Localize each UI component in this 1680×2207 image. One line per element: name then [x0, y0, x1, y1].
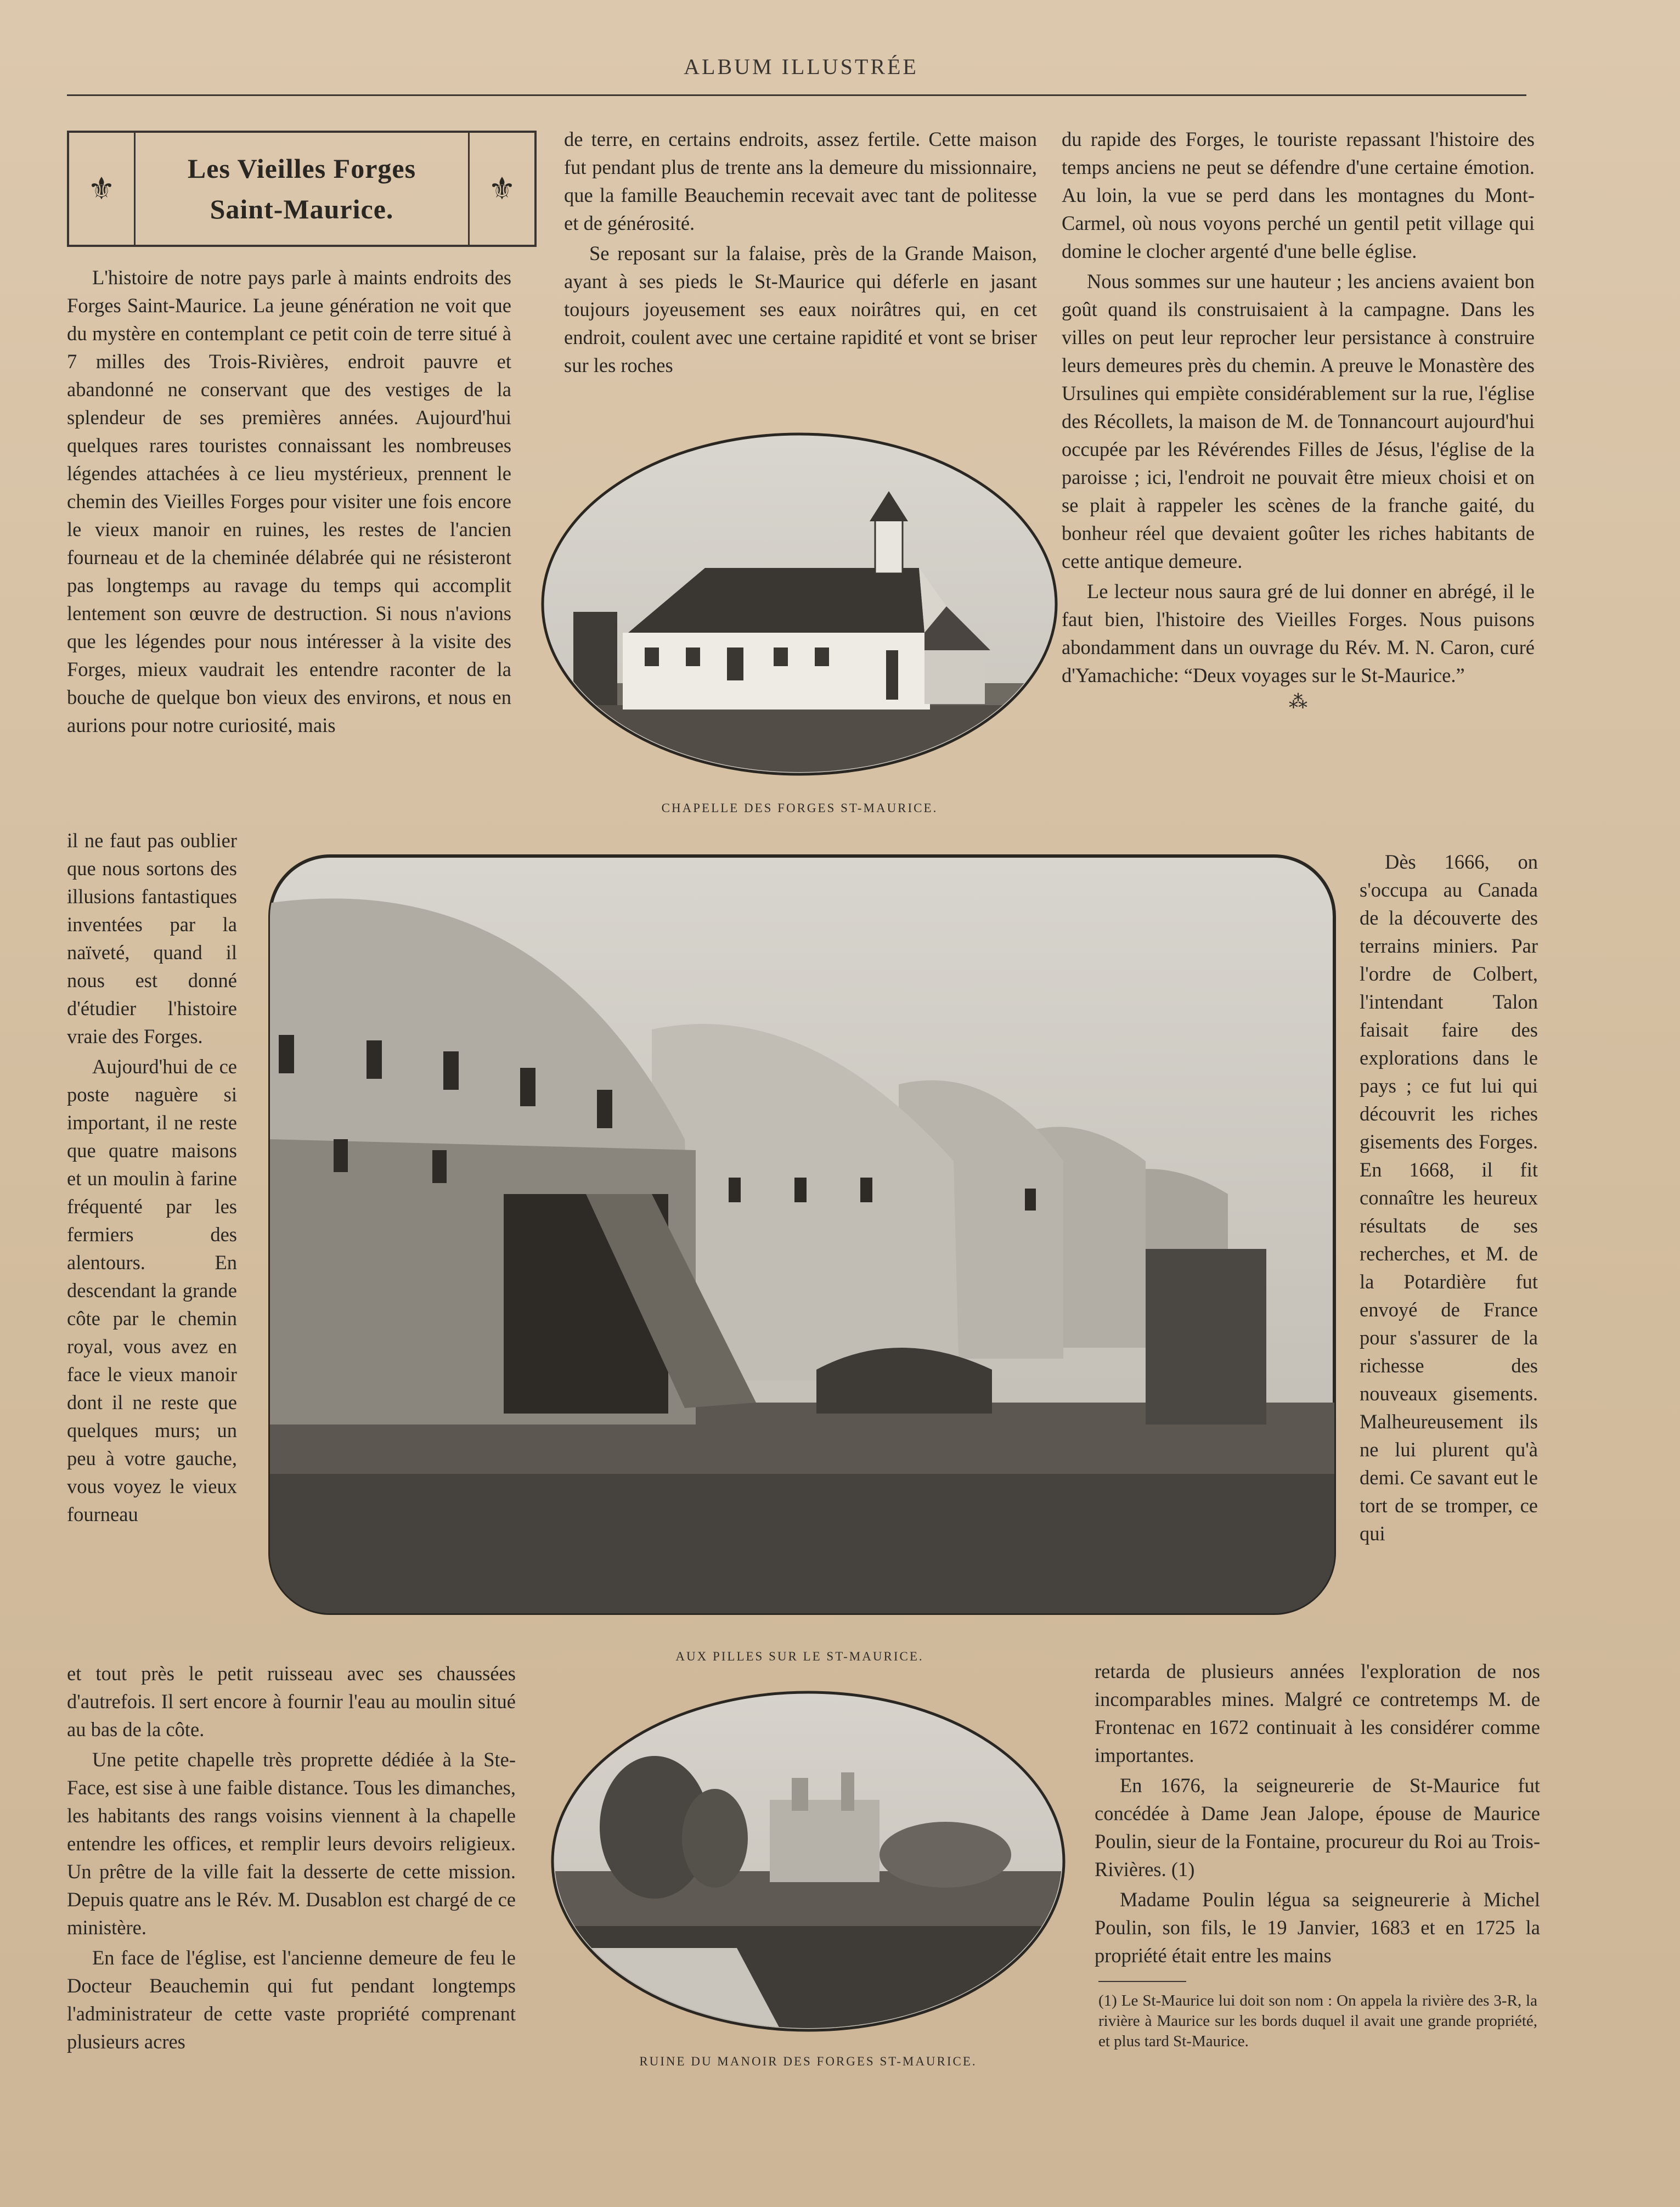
column-3-lower — [1095, 1657, 1540, 1972]
footnote-rule — [1098, 1981, 1186, 1982]
paragraph: Nous sommes sur une hauteur ; les anciens avaient bon goût quand ils construisaient à la campagne. Dans les villes on peut leur reprocher leur persistance à construire leurs demeures près du chemin. A preuve le Monastère des Ursulines qui empiète considérablement sur la rue, l'église des Récollets, la maison de M. de Tonnancourt aujourd'hui occupée par les Révérendes Filles de Jésus, l'église de la paroisse ; ici, l'endroit ne pouvait être mieux choisi et on se plait à rappeler les scènes de la franche gaité, du bonheur réel que devaient goûter les riches habitants de cette antique demeure. — [1062, 270, 1535, 572]
paragraph: Une petite chapelle très proprette dédiée à la Ste-Face, est sise à une faible distance. Tous les dimanches, les habitants des rangs voisins viennent à la chapelle entendre les offices, et remplir leurs devoirs religieux. Un prêtre de la ville fait la desserte de cette mission. Depuis quatre ans le Rév. M. Dusablon est chargé de ce ministère. — [67, 1748, 516, 1939]
manor-caption: RUINE DU MANOIR DES FORGES ST-MAURICE. — [639, 2054, 977, 2068]
paragraph: retarda de plusieurs années l'exploration de nos incomparables mines. Malgré ce contretemps M. de Frontenac en 1672 continuait à les considérer comme importantes. — [1095, 1660, 1540, 1766]
paragraph: Se reposant sur la falaise, près de la Grande Maison, ayant à ses pieds le St-Maurice qui déferle en jasant toujours joyeusement ses eaux noirâtres qui, en cet endroit, coulent avec une certaine rapidité et vont se briser sur les roches — [564, 242, 1037, 376]
column-1-narrow — [67, 826, 237, 1530]
chapel-caption: CHAPELLE DES FORGES ST-MAURICE. — [661, 801, 938, 815]
paragraph: Le lecteur nous saura gré de lui donner en abrégé, il le faut bien, l'histoire des Vieilles Forges. Nous puisons abondamment dans un ouvrage du Rév. M. N. Caron, curé d'Yamachiche: “Deux voyages sur le St-Maurice.” — [1062, 580, 1535, 686]
paragraph: et tout près le petit ruisseau avec ses chaussées d'autrefois. Il sert encore à fournir l'eau au moulin situé au bas de la côte. — [67, 1662, 516, 1741]
paragraph: Dès 1666, on s'occupa au Canada de la découverte des terrains miniers. Par l'ordre de Colbert, l'intendant Talon faisait faire des explorations dans le pays ; ce fut lui qui découvrit les riches gisements des Forges. En 1668, il fit connaître les heureux résultats de ses recherches, et M. de la Potardière fut envoyé de France pour s'assurer de la richesse des nouveaux gisements. Malheureusement ils ne lui plurent qu'à demi. Ce savant eut le tort de se tromper, ce qui — [1360, 851, 1538, 1545]
column-1-upper — [67, 263, 511, 741]
chapel-photo — [540, 431, 1059, 778]
paragraph: En 1676, la seigneurerie de St-Maurice fut concédée à Dame Jean Jalope, épouse de Maurice Poulin, sieur de la Fontaine, procureur du Roi au Trois-Rivières. (1) — [1095, 1774, 1540, 1881]
running-head: ALBUM ILLUSTRÉE — [684, 54, 918, 79]
paragraph: En face de l'église, est l'ancienne demeure de feu le Docteur Beauchemin qui fut pendant longtemps l'administrateur de cette vaste propriété comprenant plusieurs acres — [67, 1946, 516, 2053]
paragraph: Aujourd'hui de ce poste naguère si important, il ne reste que quatre maisons et un moulin à farine fréquenté par les fermiers des alentours. En descendant la grande côte par le chemin royal, vous avez en face le vieux manoir dont il ne reste que quelques murs; un peu à votre gauche, vous voyez le vieux fourneau — [67, 1055, 237, 1525]
paragraph: il ne faut pas oublier que nous sortons des illusions fantastiques inventées par la naïveté, quand il nous est donné d'étudier l'histoire vraie des Forges. — [67, 829, 237, 1048]
fleur-de-lis-icon: ⚜ — [69, 133, 136, 245]
asterism: ⁂ — [1289, 692, 1307, 712]
header-rule — [67, 94, 1526, 96]
kilns-caption: AUX PILLES SUR LE ST-MAURICE. — [675, 1649, 924, 1663]
article-title-box — [67, 131, 537, 247]
column-3-narrow — [1360, 848, 1538, 1550]
manor-photo — [550, 1690, 1066, 2033]
kilns-photo — [268, 854, 1337, 1615]
paragraph: L'histoire de notre pays parle à maints endroits des Forges Saint-Maurice. La jeune génération ne voit que du mystère en contemplant ce petit coin de terre situé à 7 milles des Trois-Rivières, endroit pauvre et abandonné ne conservant que des vestiges de la splendeur de ses premières années. Aujourd'hui quelques rares touristes connaissant les nombreuses légendes attachées à ce lieu mystérieux, prennent le chemin des Vieilles Forges pour visiter une fois encore le vieux manoir en ruines, les restes de l'ancien fourneau et de la cheminée délabrée qui ne résisteront pas longtemps au ravage du temps qui accomplit lentement son œuvre de destruction. Si nous n'avions que les légendes pour nous intéresser à la visite des Forges, mieux vaudrait les entendre raconter de la bouche de quelque bon vieux des environs, et nous en aurions pour notre curiosité, mais — [67, 266, 511, 736]
paragraph: de terre, en certains endroits, assez fertile. Cette maison fut pendant plus de trente ans la demeure du missionnaire, que la famille Beauchemin recevait avec tant de politesse et de générosité. — [564, 128, 1037, 234]
article-title — [136, 133, 468, 245]
column-1-lower — [67, 1659, 516, 2058]
column-3-upper — [1062, 125, 1535, 719]
column-2-upper — [564, 125, 1037, 381]
article-title-line2: Saint-Maurice. — [210, 194, 394, 224]
fleur-de-lis-icon: ⚜ — [468, 133, 534, 245]
paragraph: Madame Poulin légua sa seigneurerie à Michel Poulin, son fils, le 19 Janvier, 1683 et en 1725 la propriété était entre les mains — [1095, 1888, 1540, 1967]
paragraph: du rapide des Forges, le touriste repassant l'histoire des temps anciens ne peut se défendre d'une certaine émotion. Au loin, la vue se perd dans les montagnes du Mont-Carmel, où nous voyons perché un gentil petit village qui domine le clocher argenté d'une belle église. — [1062, 128, 1535, 262]
footnote: (1) Le St-Maurice lui doit son nom : On appela la rivière des 3-R, la rivière à Maurice sur les bords duquel il avait une grande propriété, et plus tard St-Maurice. — [1098, 1992, 1537, 2050]
article-title-line1: Les Vieilles Forges — [187, 153, 416, 184]
